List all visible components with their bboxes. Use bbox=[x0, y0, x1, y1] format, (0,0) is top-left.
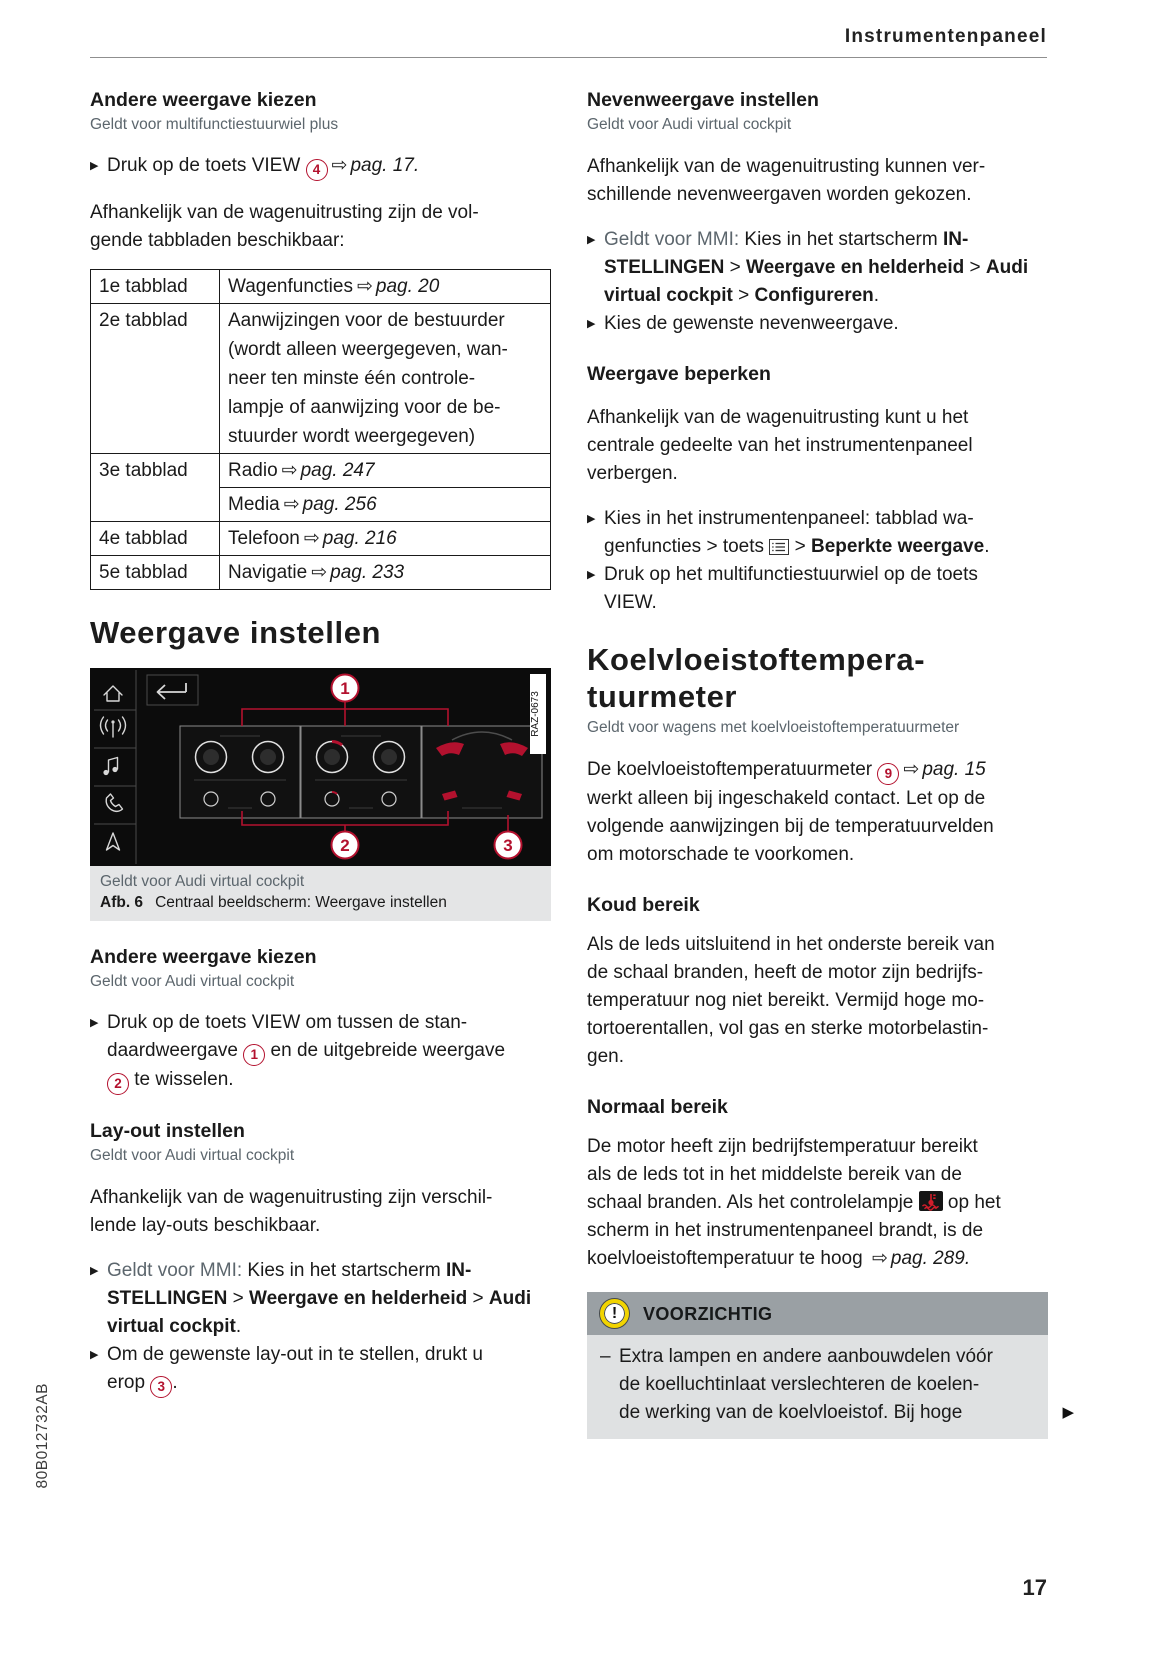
mmi-note: Geldt voor MMI: bbox=[604, 229, 740, 250]
text-segment: > bbox=[789, 536, 811, 557]
text-segment: > bbox=[724, 257, 746, 278]
section-layout-instellen bbox=[90, 1119, 551, 1398]
text-line: Kies in het instrumentenpaneel: tabblad wa- bbox=[604, 508, 974, 529]
text-line: Extra lampen en andere aanbouwdelen vóór bbox=[619, 1346, 993, 1367]
section-andere-weergave-1 bbox=[90, 88, 551, 255]
step-bullet-icon: ▶ bbox=[90, 1265, 99, 1277]
text-segment: . bbox=[172, 1372, 178, 1393]
callout-3: 3 bbox=[503, 836, 513, 855]
section-nevenweergave bbox=[587, 88, 1048, 338]
cell-text: Media bbox=[228, 494, 280, 515]
caution-title: VOORZICHTIG bbox=[643, 1303, 773, 1324]
text-segment: koelvloeistoftemperatuur te hoog bbox=[587, 1248, 868, 1269]
caption-applicability: Geldt voor Audi virtual cockpit bbox=[100, 873, 305, 890]
menu-path: Configureren bbox=[754, 285, 874, 306]
text-line: Druk op de toets VIEW om tussen de stan- bbox=[107, 1012, 468, 1033]
svg-text:RAZ-0673: RAZ-0673 bbox=[530, 691, 541, 737]
ref-arrow-icon: ⇨ bbox=[871, 1248, 888, 1269]
text-line: VIEW. bbox=[604, 592, 657, 613]
text-line: Afhankelijk van de wagenuitrusting zijn de vol- bbox=[90, 202, 479, 223]
page-reference: pag. 216 bbox=[322, 528, 397, 549]
menu-path: Beperkte weergave bbox=[810, 536, 985, 557]
dash-bullet: – bbox=[600, 1346, 611, 1367]
chapter-title: Instrumentenpaneel bbox=[844, 26, 1047, 47]
menu-path: Audi bbox=[985, 257, 1029, 278]
table-row bbox=[91, 522, 551, 556]
ref-arrow-icon: ⇨ bbox=[303, 528, 320, 549]
text-line: de schaal branden, heeft de motor zijn bedrijfs- bbox=[587, 962, 984, 983]
text-line: centrale gedeelte van het instrumentenpaneel bbox=[587, 435, 973, 456]
right-column bbox=[587, 88, 1074, 1439]
image-code-label bbox=[530, 674, 546, 754]
menu-path: virtual cockpit bbox=[107, 1316, 236, 1337]
ref-arrow-icon: ⇨ bbox=[356, 276, 373, 297]
text-segment: . bbox=[235, 1316, 242, 1337]
text-segment: . bbox=[984, 536, 990, 557]
step-bullet-icon: ▶ bbox=[587, 513, 596, 525]
cell-text: Radio bbox=[228, 460, 278, 481]
callout-badge: 2 bbox=[107, 1073, 129, 1095]
step-bullet-icon: ▶ bbox=[90, 1017, 99, 1029]
text-line: om motorschade te voorkomen. bbox=[587, 844, 855, 865]
header-rule bbox=[90, 57, 1047, 58]
caution-header bbox=[587, 1292, 1048, 1335]
row-label: 3e tabblad bbox=[91, 454, 220, 522]
text-line: De motor heeft zijn bedrijfstemperatuur bereikt bbox=[587, 1136, 978, 1157]
text-segment: De koelvloeistoftemperatuurmeter bbox=[587, 759, 878, 780]
layout-panels bbox=[180, 726, 542, 818]
coolant-warning-icon bbox=[919, 1191, 943, 1211]
text-segment: Kies in het startscherm bbox=[739, 229, 943, 250]
page-reference: pag. 17. bbox=[350, 155, 420, 176]
step-bullet-icon: ▶ bbox=[587, 234, 596, 246]
applicability-note: Geldt voor Audi virtual cockpit bbox=[90, 973, 295, 990]
section-andere-weergave-2 bbox=[90, 945, 551, 1095]
menu-path: virtual cockpit bbox=[604, 285, 733, 306]
row-label: 1e tabblad bbox=[91, 270, 220, 304]
callout-badge: 9 bbox=[877, 763, 899, 785]
table-row bbox=[91, 304, 551, 454]
section-koelvloeistof bbox=[587, 641, 1074, 1439]
text-line: scherm in het instrumentenpaneel brandt, is de bbox=[587, 1220, 984, 1241]
text-line: Als de leds uitsluitend in het onderste bereik van bbox=[587, 934, 995, 955]
instruction-step bbox=[90, 1257, 551, 1341]
text-line: neer ten minste één controle- bbox=[228, 368, 476, 389]
step-bullet-icon: ▶ bbox=[90, 160, 99, 172]
central-display-image bbox=[90, 668, 551, 866]
text-segment: schaal branden. Als het controlelampje bbox=[587, 1192, 919, 1213]
ref-arrow-icon: ⇨ bbox=[281, 460, 298, 481]
menu-path: STELLINGEN bbox=[107, 1288, 228, 1309]
page-reference: pag. 256 bbox=[302, 494, 377, 515]
text-line: Om de gewenste lay-out in te stellen, drukt u bbox=[107, 1344, 483, 1365]
text-line: lampje of aanwijzing voor de be- bbox=[228, 397, 501, 418]
text-line: lende lay-outs beschikbaar. bbox=[90, 1215, 321, 1236]
subsection-heading: Normaal bereik bbox=[587, 1096, 728, 1118]
callout-badge: 1 bbox=[243, 1044, 265, 1066]
text-line: verbergen. bbox=[587, 463, 678, 484]
text-line: gen. bbox=[587, 1046, 624, 1067]
applicability-note: Geldt voor Audi virtual cockpit bbox=[90, 1147, 295, 1164]
text-line: gende tabbladen beschikbaar: bbox=[90, 230, 345, 251]
continuation-arrow-icon: ▶ bbox=[1062, 1404, 1074, 1421]
step-bullet-icon: ▶ bbox=[587, 318, 596, 330]
instruction-step bbox=[90, 152, 551, 181]
section-heading: Andere weergave kiezen bbox=[90, 89, 317, 111]
text-line: Druk op het multifunctiestuurwiel op de toets bbox=[604, 564, 978, 585]
menu-path: STELLINGEN bbox=[604, 257, 725, 278]
ref-arrow-icon: ⇨ bbox=[311, 562, 328, 583]
list-button-icon bbox=[769, 539, 789, 555]
menu-path: Weergave en helderheid bbox=[249, 1288, 468, 1309]
row-label: 5e tabblad bbox=[91, 556, 220, 590]
cell-text bbox=[220, 304, 551, 454]
table-row bbox=[91, 556, 551, 590]
left-column bbox=[90, 88, 551, 1398]
text-line: de werking van de koelvloeistof. Bij hoge bbox=[619, 1402, 963, 1423]
cell-text: Wagenfuncties bbox=[228, 276, 353, 297]
page-reference: pag. 247 bbox=[300, 460, 375, 481]
row-label: 2e tabblad bbox=[91, 304, 220, 454]
step-text: Druk op de toets VIEW bbox=[107, 155, 306, 176]
section-heading: Andere weergave kiezen bbox=[90, 946, 317, 968]
instruction-step bbox=[90, 1341, 551, 1398]
instruction-step bbox=[587, 226, 1048, 310]
main-heading: Weergave instellen bbox=[90, 615, 382, 650]
row-label: 4e tabblad bbox=[91, 522, 220, 556]
text-line: (wordt alleen weergegeven, wan- bbox=[228, 339, 508, 360]
caution-body bbox=[587, 1335, 1048, 1439]
text-line: temperatuur nog niet bereikt. Vermijd hoge mo- bbox=[587, 990, 985, 1011]
figure-caption bbox=[90, 866, 551, 921]
instruction-step bbox=[587, 505, 1048, 561]
text-line: stuurder wordt weergegeven) bbox=[228, 426, 476, 447]
text-line: Kies de gewenste nevenweergave. bbox=[604, 313, 899, 334]
menu-path: IN- bbox=[942, 229, 969, 250]
callout-1: 1 bbox=[340, 679, 350, 698]
text-segment: Kies in het startscherm bbox=[242, 1260, 446, 1281]
text-segment: erop bbox=[107, 1372, 151, 1393]
section-heading: Nevenweergave instellen bbox=[587, 89, 819, 111]
ref-arrow-icon: ⇨ bbox=[903, 759, 920, 780]
paragraph bbox=[90, 199, 551, 255]
text-line: Aanwijzingen voor de bestuurder bbox=[228, 310, 505, 331]
figure-central-display bbox=[90, 668, 551, 921]
step-bullet-icon: ▶ bbox=[90, 1349, 99, 1361]
callout-badge: 4 bbox=[306, 159, 328, 181]
caution-icon: ! bbox=[600, 1299, 629, 1328]
section-weergave-beperken bbox=[587, 362, 1048, 617]
heading-line: Koelvloeistoftempera- bbox=[587, 642, 926, 677]
menu-path: IN- bbox=[445, 1260, 472, 1281]
table-row bbox=[91, 454, 551, 488]
caution-box bbox=[587, 1292, 1074, 1439]
text-line: Afhankelijk van de wagenuitrusting kunt u het bbox=[587, 407, 969, 428]
page-reference: pag. 289. bbox=[890, 1248, 971, 1269]
section-heading: Weergave beperken bbox=[587, 363, 771, 385]
text-segment: op het bbox=[942, 1192, 1001, 1213]
page-reference: pag. 20 bbox=[375, 276, 440, 297]
caption-text: Centraal beeldscherm: Weergave instellen bbox=[155, 894, 447, 911]
tab-overview-table bbox=[90, 269, 551, 590]
instruction-step bbox=[90, 1009, 551, 1095]
page-reference: pag. 233 bbox=[330, 562, 405, 583]
text-segment: genfuncties > toets bbox=[604, 536, 770, 557]
instruction-step bbox=[587, 310, 1048, 338]
text-line: Afhankelijk van de wagenuitrusting zijn verschil- bbox=[90, 1187, 493, 1208]
text-line: schillende nevenweergaven worden gekozen. bbox=[587, 184, 972, 205]
text-segment: . bbox=[873, 285, 880, 306]
text-line: tortoerentallen, vol gas en sterke motorbelastin- bbox=[587, 1018, 989, 1039]
figure-number: Afb. 6 bbox=[100, 894, 144, 911]
menu-path: Weergave en helderheid bbox=[746, 257, 965, 278]
document-code: 80B012732AB bbox=[34, 1383, 51, 1489]
subsection-heading: Koud bereik bbox=[587, 894, 700, 916]
text-segment: > bbox=[964, 257, 986, 278]
menu-path: Audi bbox=[488, 1288, 532, 1309]
text-segment: en de uitgebreide weergave bbox=[265, 1040, 506, 1061]
ref-arrow-icon: ⇨ bbox=[331, 155, 348, 176]
cell-text: Telefoon bbox=[228, 528, 300, 549]
text-line: de koelluchtinlaat verslechteren de koelen- bbox=[619, 1374, 980, 1395]
main-heading bbox=[587, 641, 1048, 715]
text-segment: te wisselen. bbox=[129, 1069, 234, 1090]
cell-text: Navigatie bbox=[228, 562, 308, 583]
applicability-note: Geldt voor multifunctiestuurwiel plus bbox=[90, 116, 339, 133]
text-segment: > bbox=[732, 285, 755, 306]
instruction-step bbox=[587, 561, 1048, 617]
text-line: werkt alleen bij ingeschakeld contact. Let op de bbox=[587, 788, 986, 809]
text-segment: > bbox=[227, 1288, 249, 1309]
heading-line: tuurmeter bbox=[587, 679, 738, 714]
section-heading: Lay-out instellen bbox=[90, 1120, 245, 1142]
text-line: Afhankelijk van de wagenuitrusting kunnen ver- bbox=[587, 156, 986, 177]
text-line: volgende aanwijzingen bij de temperatuurvelden bbox=[587, 816, 994, 837]
text-segment: daardweergave bbox=[107, 1040, 244, 1061]
ref-arrow-icon: ⇨ bbox=[283, 494, 300, 515]
page-number: 17 bbox=[1022, 1575, 1047, 1600]
text-segment: > bbox=[467, 1288, 489, 1309]
step-bullet-icon: ▶ bbox=[587, 569, 596, 581]
callout-badge: 3 bbox=[150, 1376, 172, 1398]
table-row bbox=[91, 270, 551, 304]
mmi-note: Geldt voor MMI: bbox=[107, 1260, 243, 1281]
callout-2: 2 bbox=[340, 836, 350, 855]
text-line: als de leds tot in het middelste bereik van de bbox=[587, 1164, 962, 1185]
page-reference: pag. 15 bbox=[922, 759, 986, 780]
applicability-note: Geldt voor Audi virtual cockpit bbox=[587, 116, 792, 133]
applicability-note: Geldt voor wagens met koelvloeistoftemperatuurmeter bbox=[587, 719, 960, 736]
